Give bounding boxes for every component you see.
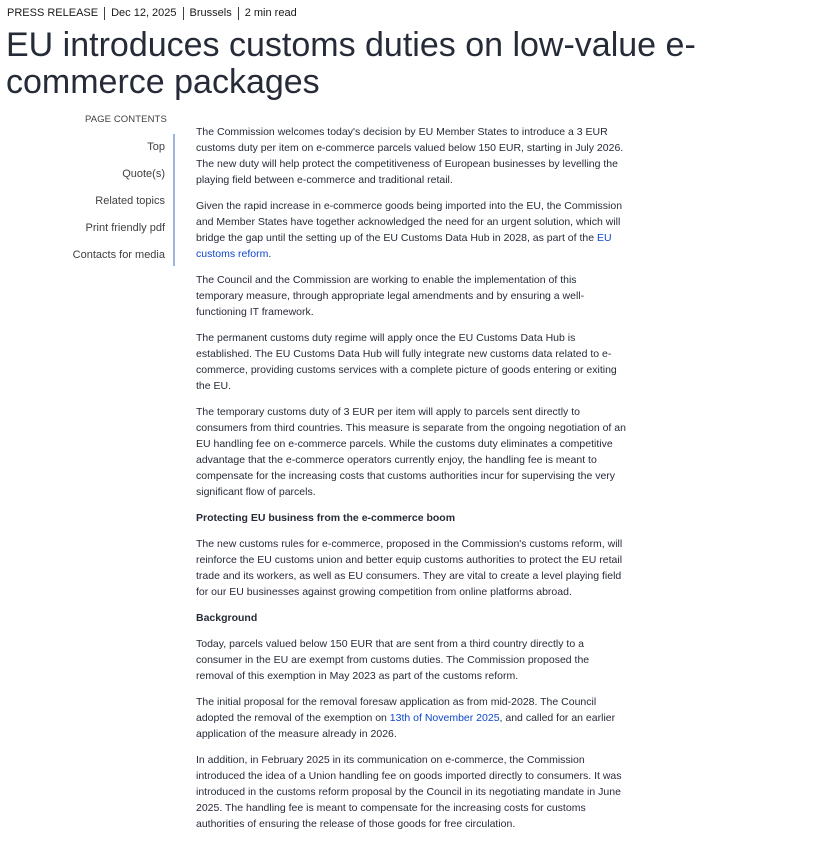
- meta-type: PRESS RELEASE: [7, 6, 99, 19]
- toc-item-top[interactable]: Top: [147, 141, 165, 153]
- paragraph: The temporary customs duty of 3 EUR per item will apply to parcels sent directly to consumers from third countries. This measure is separate from the ongoing negotiation of an EU handling fee on e-commerce parcels. While the customs duty eliminates a competitive advantage that the e-commerce operators currently enjoy, the handling fee is meant to compensate for the increasing costs that customs authorities incur for supervising the very significant flow of parcels.: [196, 406, 626, 498]
- section-heading-protecting: Protecting EU business from the e-commerce boom: [196, 512, 456, 524]
- meta-read-time: 2 min read: [238, 7, 303, 20]
- paragraph: The permanent customs duty regime will apply once the EU Customs Data Hub is established. The EU Customs Data Hub will fully integrate new customs data related to e-commerce, providing customs services with a complete picture of goods entering or exiting the EU.: [196, 332, 617, 392]
- paragraph: The Commission welcomes today's decision by EU Member States to introduce a 3 EUR customs duty per item on e-commerce parcels valued below 150 EUR, starting in July 2026. The new duty will help protect the competitiveness of European businesses by levelling the playing field between e-commerce and traditional retail.: [196, 126, 624, 186]
- paragraph: In addition, in February 2025 in its communication on e-commerce, the Commission introduced the idea of a Union handling fee on goods imported directly to consumers. It was introduced in the customs reform proposal by the Council in its negotiating mandate in June 2025. The handling fee is meant to compensate for the increasing costs for customs authorities of ensuring the release of those goods for free circulation.: [196, 754, 622, 830]
- paragraph-text: Given the rapid increase in e-commerce goods being imported into the EU, the Commission and Member States have together acknowledged the need for an urgent solution, which will bridge the gap until the setting up of the EU Customs Data Hub in 2028, as part of the: [196, 200, 623, 244]
- article-body: [196, 124, 626, 842]
- november-2025-link[interactable]: 13th of November 2025: [389, 712, 500, 724]
- paragraph: [196, 694, 626, 742]
- paragraph: The new customs rules for e-commerce, proposed in the Commission's customs reform, will reinforce the EU customs union and better equip customs authorities to protect the EU retail trade and its workers, as well as EU consumers. They are vital to create a level playing field for our EU businesses against growing competition from online platforms abroad.: [196, 538, 623, 598]
- page-contents-nav: [40, 134, 175, 266]
- paragraph-text: The initial proposal for the removal foresaw application as from mid-2028. The Council adopted the removal of the exemption on: [196, 696, 597, 724]
- toc-item-contacts-media[interactable]: Contacts for media: [72, 249, 165, 261]
- paragraph: The Council and the Commission are working to enable the implementation of this temporary measure, through appropriate legal amendments and by ensuring a well-functioning IT framework.: [196, 274, 585, 318]
- page-title: EU introduces customs duties on low-value e-commerce packages: [6, 26, 696, 101]
- paragraph-text: .: [268, 248, 272, 260]
- meta-location: Brussels: [183, 7, 238, 20]
- toc-heading: PAGE CONTENTS: [85, 114, 167, 125]
- paragraph: [196, 198, 626, 262]
- toc-item-related-topics[interactable]: Related topics: [95, 195, 165, 207]
- eu-customs-reform-link[interactable]: EU customs reform: [196, 232, 612, 260]
- paragraph: Today, parcels valued below 150 EUR that are sent from a third country directly to a consumer in the EU are exempt from customs duties. The Commission proposed the removal of this exemption in May 2023 as part of the customs reform.: [196, 638, 590, 682]
- meta-bar: [7, 6, 303, 20]
- toc-item-print-pdf[interactable]: Print friendly pdf: [85, 222, 165, 234]
- meta-date: Dec 12, 2025: [104, 7, 182, 20]
- section-heading-background: Background: [196, 612, 258, 624]
- toc-item-quotes[interactable]: Quote(s): [122, 168, 165, 180]
- paragraph-text: , and called for an earlier application of the measure already in 2026.: [196, 712, 616, 740]
